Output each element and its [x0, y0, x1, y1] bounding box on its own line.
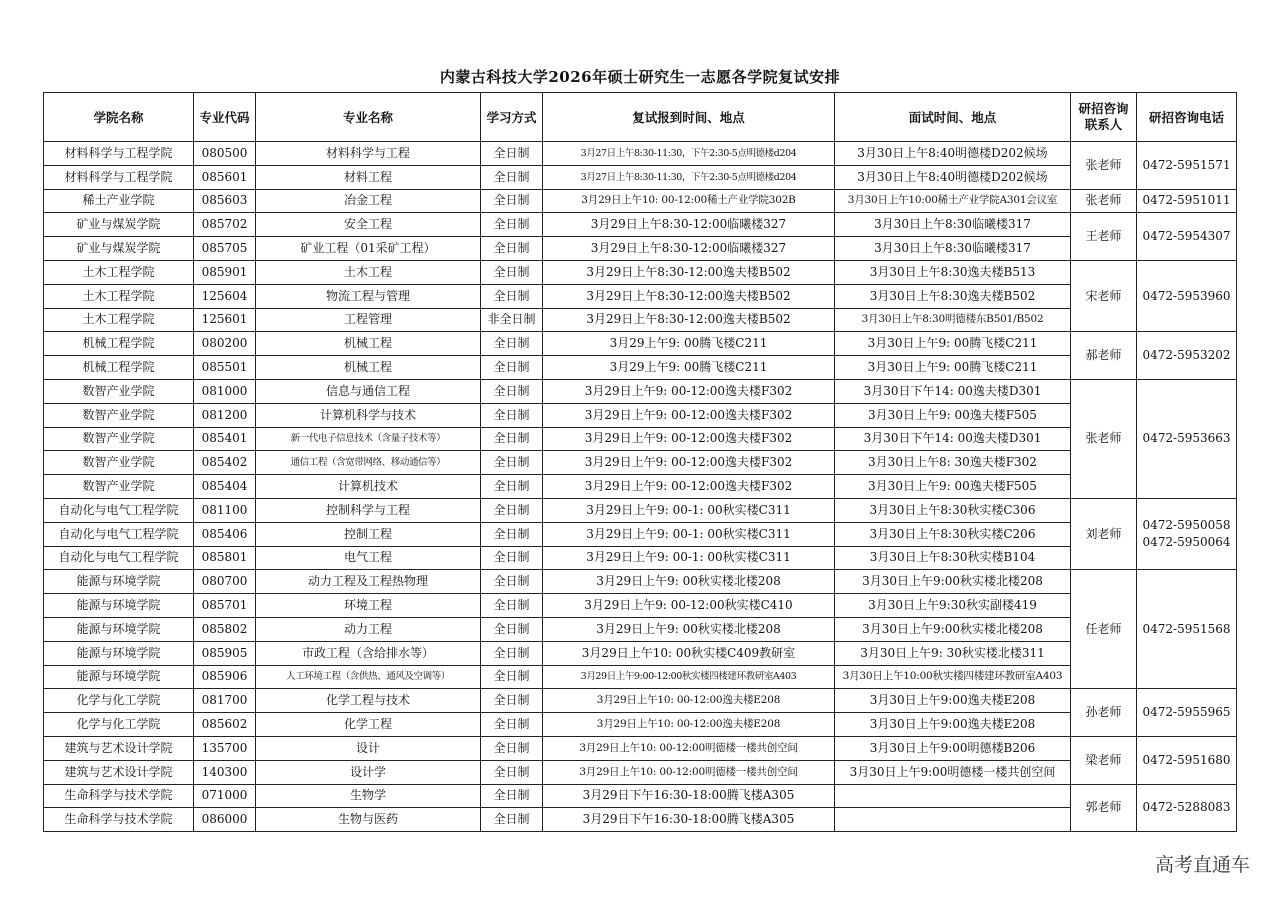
watermark: 高考直通车 [1154, 854, 1250, 876]
contact-name-cell: 王老师 [1071, 213, 1137, 261]
code-cell: 140300 [194, 760, 256, 784]
interview-cell: 3月30日上午9:00秋实楼北楼208 [835, 617, 1071, 641]
interview-cell: 3月30日上午9: 00逸夫楼F505 [835, 403, 1071, 427]
phone-number: 0472-5951680 [1142, 752, 1231, 767]
table-row [44, 356, 1237, 380]
major-cell: 物流工程与管理 [256, 284, 481, 308]
interview-cell: 3月30日上午8:30明德楼东B501/B502 [835, 308, 1071, 332]
college-cell: 数智产业学院 [44, 451, 194, 475]
phone-number: 0472-5288083 [1142, 800, 1231, 815]
interview-cell: 3月30日上午8:40明德楼D202候场 [835, 142, 1071, 166]
table-row [44, 594, 1237, 618]
college-cell: 自动化与电气工程学院 [44, 546, 194, 570]
contact-name-cell: 孙老师 [1071, 689, 1137, 737]
code-cell: 085602 [194, 713, 256, 737]
major-cell: 计算机科学与技术 [256, 403, 481, 427]
code-cell: 080500 [194, 142, 256, 166]
header-major: 专业名称 [256, 93, 481, 142]
college-cell: 数智产业学院 [44, 379, 194, 403]
table-row [44, 403, 1237, 427]
major-cell: 通信工程（含宽带网络、移动通信等） [256, 451, 481, 475]
major-cell: 设计 [256, 736, 481, 760]
contact-phone-cell [1137, 570, 1237, 689]
contact-phone-cell [1137, 784, 1237, 832]
college-cell: 能源与环境学院 [44, 570, 194, 594]
college-cell: 土木工程学院 [44, 284, 194, 308]
mode-cell: 全日制 [481, 451, 543, 475]
mode-cell: 全日制 [481, 570, 543, 594]
phone-number: 0472-5951011 [1142, 193, 1231, 208]
checkin-cell: 3月29日上午8:30-12:00逸夫楼B502 [543, 284, 835, 308]
major-cell: 环境工程 [256, 594, 481, 618]
college-cell: 化学与化工学院 [44, 689, 194, 713]
major-cell: 市政工程（含给排水等） [256, 641, 481, 665]
college-cell: 土木工程学院 [44, 260, 194, 284]
major-cell: 生物学 [256, 784, 481, 808]
phone-number: 0472-5955965 [1142, 705, 1231, 720]
phone-number: 0472-5953960 [1142, 288, 1231, 303]
college-cell: 土木工程学院 [44, 308, 194, 332]
code-cell: 085501 [194, 356, 256, 380]
table-row [44, 498, 1237, 522]
contact-phone-cell [1137, 332, 1237, 380]
header-interview: 面试时间、地点 [835, 93, 1071, 142]
code-cell: 081700 [194, 689, 256, 713]
mode-cell: 全日制 [481, 784, 543, 808]
mode-cell: 全日制 [481, 427, 543, 451]
code-cell: 085404 [194, 475, 256, 499]
table-row [44, 641, 1237, 665]
major-cell: 化学工程与技术 [256, 689, 481, 713]
college-cell: 自动化与电气工程学院 [44, 522, 194, 546]
college-cell: 材料科学与工程学院 [44, 165, 194, 189]
checkin-cell: 3月27日上午8:30-11:30，下午2:30-5点明德楼d204 [543, 142, 835, 166]
contact-phone-cell [1137, 689, 1237, 737]
interview-cell: 3月30日上午9:00明德楼B206 [835, 736, 1071, 760]
table-row [44, 451, 1237, 475]
code-cell: 085601 [194, 165, 256, 189]
code-cell: 085905 [194, 641, 256, 665]
code-cell: 081200 [194, 403, 256, 427]
interview-cell: 3月30日上午8:30临曦楼317 [835, 213, 1071, 237]
interview-cell: 3月30日上午8: 30逸夫楼F302 [835, 451, 1071, 475]
college-cell: 建筑与艺术设计学院 [44, 736, 194, 760]
interview-cell: 3月30日上午9:00明德楼一楼共创空间 [835, 760, 1071, 784]
contact-phone-cell [1137, 189, 1237, 213]
header-contact [1071, 93, 1137, 142]
table-row [44, 713, 1237, 737]
major-cell: 控制工程 [256, 522, 481, 546]
table-row [44, 284, 1237, 308]
code-cell: 085701 [194, 594, 256, 618]
header-code: 专业代码 [194, 93, 256, 142]
checkin-cell: 3月29日上午9: 00-12:00逸夫楼F302 [543, 379, 835, 403]
table-row [44, 784, 1237, 808]
mode-cell: 全日制 [481, 617, 543, 641]
contact-name-cell: 任老师 [1071, 570, 1137, 689]
mode-cell: 全日制 [481, 332, 543, 356]
contact-name-cell: 张老师 [1071, 189, 1137, 213]
major-cell: 工程管理 [256, 308, 481, 332]
contact-name-cell: 张老师 [1071, 142, 1137, 190]
mode-cell: 全日制 [481, 689, 543, 713]
contact-phone-cell [1137, 142, 1237, 190]
interview-cell: 3月30日上午10:00稀土产业学院A301会议室 [835, 189, 1071, 213]
major-cell: 材料工程 [256, 165, 481, 189]
contact-phone-cell [1137, 260, 1237, 331]
table-row [44, 570, 1237, 594]
mode-cell: 全日制 [481, 736, 543, 760]
college-cell: 建筑与艺术设计学院 [44, 760, 194, 784]
major-cell: 人工环境工程（含供热、通风及空调等） [256, 665, 481, 689]
major-cell: 动力工程及工程热物理 [256, 570, 481, 594]
phone-number: 0472-5951568 [1142, 621, 1231, 636]
college-cell: 能源与环境学院 [44, 641, 194, 665]
major-cell: 控制科学与工程 [256, 498, 481, 522]
checkin-cell: 3月29日上午9: 00秋实楼北楼208 [543, 570, 835, 594]
college-cell: 自动化与电气工程学院 [44, 498, 194, 522]
mode-cell: 全日制 [481, 165, 543, 189]
major-cell: 冶金工程 [256, 189, 481, 213]
table-row [44, 260, 1237, 284]
interview-cell: 3月30日上午8:30临曦楼317 [835, 237, 1071, 261]
interview-cell: 3月30日上午8:30秋实楼C306 [835, 498, 1071, 522]
mode-cell: 全日制 [481, 522, 543, 546]
college-cell: 材料科学与工程学院 [44, 142, 194, 166]
header-college: 学院名称 [44, 93, 194, 142]
code-cell: 080200 [194, 332, 256, 356]
code-cell: 085705 [194, 237, 256, 261]
mode-cell: 全日制 [481, 260, 543, 284]
checkin-cell: 3月29日上午9: 00-12:00逸夫楼F302 [543, 451, 835, 475]
major-cell: 计算机技术 [256, 475, 481, 499]
code-cell: 080700 [194, 570, 256, 594]
major-cell: 信息与通信工程 [256, 379, 481, 403]
college-cell: 能源与环境学院 [44, 594, 194, 618]
interview-cell: 3月30日下午14: 00逸夫楼D301 [835, 427, 1071, 451]
interview-cell [835, 808, 1071, 832]
interview-cell: 3月30日上午9: 00腾飞楼C211 [835, 332, 1071, 356]
table-body [44, 142, 1237, 832]
interview-cell: 3月30日上午10:00秋实楼四楼建环教研室A403 [835, 665, 1071, 689]
phone-number: 0472-5953663 [1142, 431, 1231, 446]
college-cell: 稀土产业学院 [44, 189, 194, 213]
code-cell: 081000 [194, 379, 256, 403]
phone-number: 0472-5950058 [1142, 518, 1231, 533]
college-cell: 机械工程学院 [44, 332, 194, 356]
major-cell: 生物与医药 [256, 808, 481, 832]
interview-cell: 3月30日上午9:00秋实楼北楼208 [835, 570, 1071, 594]
college-cell: 矿业与煤炭学院 [44, 213, 194, 237]
code-cell: 135700 [194, 736, 256, 760]
interview-cell: 3月30日上午8:30秋实楼B104 [835, 546, 1071, 570]
header-row [44, 93, 1237, 142]
code-cell: 071000 [194, 784, 256, 808]
checkin-cell: 3月29日上午9: 00-12:00秋实楼C410 [543, 594, 835, 618]
major-cell: 安全工程 [256, 213, 481, 237]
mode-cell: 全日制 [481, 379, 543, 403]
mode-cell: 全日制 [481, 403, 543, 427]
checkin-cell: 3月29日上午9:00-12:00秋实楼四楼建环教研室A403 [543, 665, 835, 689]
schedule-table [43, 92, 1237, 832]
table-row [44, 379, 1237, 403]
major-cell: 设计学 [256, 760, 481, 784]
code-cell: 085402 [194, 451, 256, 475]
code-cell: 086000 [194, 808, 256, 832]
mode-cell: 非全日制 [481, 308, 543, 332]
header-contact-line1: 研招咨询 [1078, 101, 1129, 116]
checkin-cell: 3月27日上午8:30-11:30，下午2:30-5点明德楼d204 [543, 165, 835, 189]
college-cell: 数智产业学院 [44, 475, 194, 499]
mode-cell: 全日制 [481, 546, 543, 570]
checkin-cell: 3月29日上午8:30-12:00临曦楼327 [543, 237, 835, 261]
table-row [44, 617, 1237, 641]
mode-cell: 全日制 [481, 475, 543, 499]
mode-cell: 全日制 [481, 213, 543, 237]
contact-phone-cell [1137, 379, 1237, 498]
table-row [44, 808, 1237, 832]
college-cell: 能源与环境学院 [44, 617, 194, 641]
mode-cell: 全日制 [481, 237, 543, 261]
interview-cell: 3月30日上午8:30逸夫楼B502 [835, 284, 1071, 308]
college-cell: 生命科学与技术学院 [44, 784, 194, 808]
contact-name-cell: 郝老师 [1071, 332, 1137, 380]
checkin-cell: 3月29日上午9: 00-12:00逸夫楼F302 [543, 475, 835, 499]
checkin-cell: 3月29日上午10: 00秋实楼C409教研室 [543, 641, 835, 665]
major-cell: 机械工程 [256, 332, 481, 356]
contact-name-cell: 张老师 [1071, 379, 1137, 498]
table-row [44, 475, 1237, 499]
checkin-cell: 3月29日下午16:30-18:00腾飞楼A305 [543, 784, 835, 808]
major-cell: 机械工程 [256, 356, 481, 380]
table-row [44, 736, 1237, 760]
table-row [44, 760, 1237, 784]
interview-cell: 3月30日上午9:00逸夫楼E208 [835, 713, 1071, 737]
checkin-cell: 3月29日上午9: 00-1: 00秋实楼C311 [543, 522, 835, 546]
college-cell: 矿业与煤炭学院 [44, 237, 194, 261]
major-cell: 化学工程 [256, 713, 481, 737]
header-phone: 研招咨询电话 [1137, 93, 1237, 142]
checkin-cell: 3月29日上午8:30-12:00临曦楼327 [543, 213, 835, 237]
interview-cell: 3月30日下午14: 00逸夫楼D301 [835, 379, 1071, 403]
code-cell: 085906 [194, 665, 256, 689]
code-cell: 085802 [194, 617, 256, 641]
table-row [44, 546, 1237, 570]
interview-cell: 3月30日上午8:30逸夫楼B513 [835, 260, 1071, 284]
code-cell: 085702 [194, 213, 256, 237]
phone-number: 0472-5953202 [1142, 348, 1231, 363]
major-cell: 土木工程 [256, 260, 481, 284]
interview-cell: 3月30日上午9:30秋实副楼419 [835, 594, 1071, 618]
code-cell: 085901 [194, 260, 256, 284]
mode-cell: 全日制 [481, 665, 543, 689]
major-cell: 新一代电子信息技术（含量子技术等） [256, 427, 481, 451]
interview-cell: 3月30日上午8:30秋实楼C206 [835, 522, 1071, 546]
checkin-cell: 3月29日上午10: 00-12:00逸夫楼E208 [543, 713, 835, 737]
contact-phone-cell [1137, 498, 1237, 569]
table-row [44, 189, 1237, 213]
checkin-cell: 3月29日上午8:30-12:00逸夫楼B502 [543, 260, 835, 284]
checkin-cell: 3月29日上午10: 00-12:00明德楼一楼共创空间 [543, 736, 835, 760]
mode-cell: 全日制 [481, 641, 543, 665]
checkin-cell: 3月29上午9: 00腾飞楼C211 [543, 356, 835, 380]
table-row [44, 427, 1237, 451]
checkin-cell: 3月29日上午10: 00-12:00稀土产业学院302B [543, 189, 835, 213]
code-cell: 085406 [194, 522, 256, 546]
mode-cell: 全日制 [481, 498, 543, 522]
phone-number: 0472-5951571 [1142, 157, 1231, 172]
header-mode: 学习方式 [481, 93, 543, 142]
code-cell: 085801 [194, 546, 256, 570]
mode-cell: 全日制 [481, 808, 543, 832]
checkin-cell: 3月29日上午9: 00秋实楼北楼208 [543, 617, 835, 641]
college-cell: 化学与化工学院 [44, 713, 194, 737]
major-cell: 电气工程 [256, 546, 481, 570]
table-row [44, 165, 1237, 189]
interview-cell: 3月30日上午8:40明德楼D202候场 [835, 165, 1071, 189]
checkin-cell: 3月29日上午9: 00-1: 00秋实楼C311 [543, 498, 835, 522]
major-cell: 矿业工程（01采矿工程） [256, 237, 481, 261]
contact-name-cell: 梁老师 [1071, 736, 1137, 784]
table-row [44, 332, 1237, 356]
table-row [44, 142, 1237, 166]
interview-cell: 3月30日上午9: 30秋实楼北楼311 [835, 641, 1071, 665]
contact-name-cell: 宋老师 [1071, 260, 1137, 331]
phone-number: 0472-5950064 [1142, 535, 1231, 550]
code-cell: 081100 [194, 498, 256, 522]
interview-cell: 3月30日上午9: 00逸夫楼F505 [835, 475, 1071, 499]
college-cell: 机械工程学院 [44, 356, 194, 380]
contact-phone-cell [1137, 213, 1237, 261]
checkin-cell: 3月29日上午9: 00-1: 00秋实楼C311 [543, 546, 835, 570]
table-row [44, 522, 1237, 546]
code-cell: 085603 [194, 189, 256, 213]
checkin-cell: 3月29日上午9: 00-12:00逸夫楼F302 [543, 427, 835, 451]
checkin-cell: 3月29日上午9: 00-12:00逸夫楼F302 [543, 403, 835, 427]
interview-cell: 3月30日上午9: 00腾飞楼C211 [835, 356, 1071, 380]
mode-cell: 全日制 [481, 189, 543, 213]
college-cell: 数智产业学院 [44, 427, 194, 451]
mode-cell: 全日制 [481, 760, 543, 784]
page-title: 内蒙古科技大学2026年硕士研究生一志愿各学院复试安排 [439, 68, 841, 86]
code-cell: 125604 [194, 284, 256, 308]
major-cell: 动力工程 [256, 617, 481, 641]
contact-phone-cell [1137, 736, 1237, 784]
header-contact-line2: 联系人 [1084, 117, 1123, 132]
checkin-cell: 3月29日上午10: 00-12:00逸夫楼E208 [543, 689, 835, 713]
checkin-cell: 3月29日上午10: 00-12:00明德楼一楼共创空间 [543, 760, 835, 784]
table-row [44, 689, 1237, 713]
mode-cell: 全日制 [481, 284, 543, 308]
college-cell: 生命科学与技术学院 [44, 808, 194, 832]
checkin-cell: 3月29上午9: 00腾飞楼C211 [543, 332, 835, 356]
table-row [44, 665, 1237, 689]
checkin-cell: 3月29日上午8:30-12:00逸夫楼B502 [543, 308, 835, 332]
contact-name-cell: 郭老师 [1071, 784, 1137, 832]
table-row [44, 213, 1237, 237]
mode-cell: 全日制 [481, 594, 543, 618]
code-cell: 125601 [194, 308, 256, 332]
mode-cell: 全日制 [481, 713, 543, 737]
contact-name-cell: 刘老师 [1071, 498, 1137, 569]
checkin-cell: 3月29日下午16:30-18:00腾飞楼A305 [543, 808, 835, 832]
college-cell: 能源与环境学院 [44, 665, 194, 689]
mode-cell: 全日制 [481, 142, 543, 166]
interview-cell: 3月30日上午9:00逸夫楼E208 [835, 689, 1071, 713]
college-cell: 数智产业学院 [44, 403, 194, 427]
major-cell: 材料科学与工程 [256, 142, 481, 166]
code-cell: 085401 [194, 427, 256, 451]
table-row [44, 237, 1237, 261]
phone-number: 0472-5954307 [1142, 229, 1231, 244]
header-checkin: 复试报到时间、地点 [543, 93, 835, 142]
interview-cell [835, 784, 1071, 808]
table-row [44, 308, 1237, 332]
mode-cell: 全日制 [481, 356, 543, 380]
